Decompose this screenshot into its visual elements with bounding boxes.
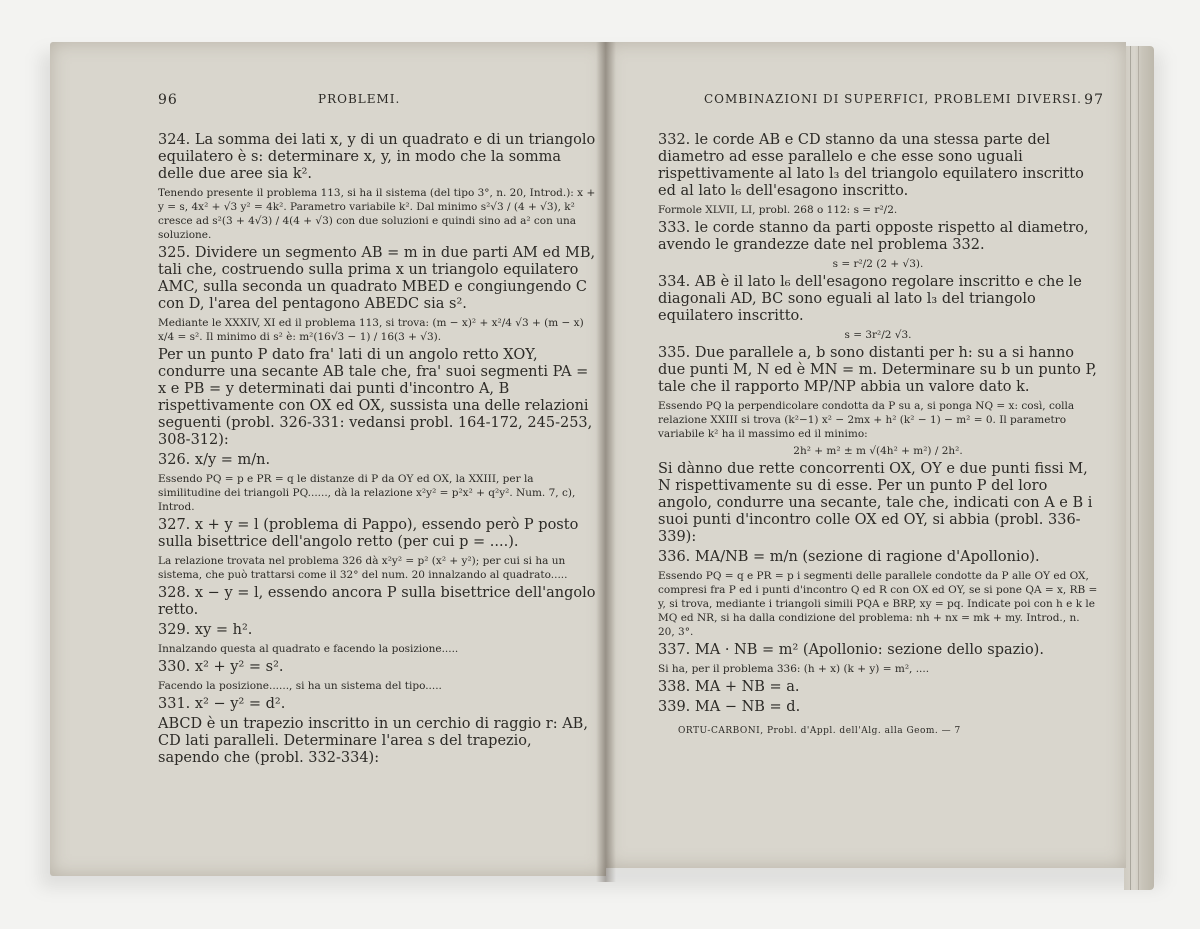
right-page-paragraph: s = r²/2 (2 + √3). [832,258,924,270]
left-page-paragraph: La relazione trovata nel problema 326 dà x²y² = p² (x² + y²); per cui si ha un sistema, che può trattarsi come il 32° del num. 20 innalzando al quadrato..... [158,555,568,581]
left-page-text [158,132,596,770]
left-running-head [158,92,596,108]
right-page-text [658,132,1098,740]
page-edges [1124,46,1154,890]
right-page-paragraph: 336. MA/NB = m/n (sezione di ragione d'Apollonio). [658,549,1040,565]
left-page-paragraph: Per un punto P dato fra' lati di un angolo retto XOY, condurre una secante AB tale che, fra' suoi segmenti PA = x e PB = y determinati dai punti d'incontro A, B rispettivamente con OX ed OX, sussista una delle relazioni seguenti (probl. 326-331: vedansi probl. 164-172, 245-253, 308-312): [158,347,593,448]
right-page-paragraph: 338. MA + NB = a. [658,679,800,695]
right-page-paragraph: Essendo PQ = q e PR = p i segmenti delle parallele condotte da P alle OY ed OX, compresi fra P ed i punti d'incontro Q ed R con OX ed OY, se si pone QA = x, RB = y, si trova, mediante i triangoli simili PQA e BRP, xy = pq. Indicate poi con h e k le MQ ed NR, si ha dalla condizione del problema: nh + nx = mk + my. Introd., n. 20, 3°. [658,570,1098,638]
left-page-paragraph: 328. x − y = l, essendo ancora P sulla bisettrice dell'angolo retto. [158,585,596,618]
left-page-paragraph: Tenendo presente il problema 113, si ha il sistema (del tipo 3°, n. 20, Introd.): x + y = s, 4x² + √3 y² = 4k². Parametro variabile k². Dal minimo s²√3 / (4 + √3), k² cresce ad s²(3 + 4√3) / 4(4 + √3) con due soluzioni e quindi sino ad a² con una soluzione. [158,187,596,241]
left-page [50,42,606,876]
left-page-paragraph: 326. x/y = m/n. [158,452,271,468]
left-page-paragraph: 330. x² + y² = s². [158,659,284,675]
left-page-paragraph: Innalzando questa al quadrato e facendo la posizione..... [158,643,459,655]
left-page-paragraph: Mediante le XXXIV, XI ed il problema 113, si trova: (m − x)² + x²/4 √3 + (m − x) x/4 = s². Il minimo di s² è: m²(16√3 − 1) / 16(3 + √3). [158,317,584,343]
left-page-paragraph: Essendo PQ = p e PR = q le distanze di P da OY ed OX, la XXIII, per la similitudine dei triangoli PQ......, dà la relazione x²y² = p²x² + q²y². Num. 7, c), Introd. [158,473,576,513]
right-page-paragraph: 334. AB è il lato l₆ dell'esagono regolare inscritto e che le diagonali AD, BC sono eguali al lato l₃ del triangolo equilatero inscritto. [658,274,1082,324]
right-page-paragraph: Si dànno due rette concorrenti OX, OY e due punti fissi M, N rispettivamente su di esse. Per un punto P del loro angolo, condurre una secante, tale che, indicati con A e B i suoi punti d'incontro colle OX ed OY, si abbia (probl. 336-339): [658,461,1093,545]
left-page-paragraph: 331. x² − y² = d². [158,696,286,712]
right-page-number: 97 [1084,92,1104,108]
right-page-paragraph: 337. MA · NB = m² (Apollonio: sezione dello spazio). [658,642,1044,658]
right-page-paragraph: 333. le corde stanno da parti opposte rispetto al diametro, avendo le grandezze date nel problema 332. [658,220,1089,253]
left-running-title: PROBLEMI. [318,92,401,106]
left-page-paragraph: 324. La somma dei lati x, y di un quadrato e di un triangolo equilatero è s: determinare x, y, in modo che la somma delle due aree sia k². [158,132,596,182]
right-page-paragraph: 332. le corde AB e CD stanno da una stessa parte del diametro ad esse parallelo e che esse sono uguali rispettivamente al lato l₃ del triangolo equilatero inscritto ed al lato l₆ dell'esagono inscritto. [658,132,1084,199]
right-page-paragraph: Formole XLVII, LI, probl. 268 o 112: s = r²/2. [658,204,898,216]
right-page-paragraph: Essendo PQ la perpendicolare condotta da P su a, si ponga NQ = x: così, colla relazione XXIII si trova (k²−1) x² − 2mx + h² (k² − 1) − m² = 0. Il parametro variabile k² ha il massimo ed il minimo: [658,400,1075,440]
right-page-paragraph: 339. MA − NB = d. [658,699,801,715]
left-page-paragraph: ABCD è un trapezio inscritto in un cerchio di raggio r: AB, CD lati paralleli. Determinare l'area s del trapezio, sapendo che (probl. 332-334): [158,716,588,766]
right-running-title: COMBINAZIONI DI SUPERFICI, PROBLEMI DIVERSI. [704,92,1082,106]
left-page-paragraph: Facendo la posizione......, si ha un sistema del tipo..... [158,680,442,692]
left-page-paragraph: 329. xy = h². [158,622,253,638]
book-spine [596,42,616,882]
right-page-paragraph: Si ha, per il problema 336: (h + x) (k + y) = m², .... [658,663,930,675]
left-page-number: 96 [158,92,178,108]
signature-footer: ORTU-CARBONI, Probl. d'Appl. dell'Alg. alla Geom. — 7 [678,726,961,736]
right-running-head [704,92,1104,106]
right-page-paragraph: s = 3r²/2 √3. [844,329,912,341]
right-page-paragraph: 335. Due parallele a, b sono distanti per h: su a si hanno due punti M, N ed è MN = m. Determinare su b un punto P, tale che il rapporto MP/NP abbia un valore dato k. [658,345,1097,395]
right-page-paragraph: 2h² + m² ± m √(4h² + m²) / 2h². [793,445,963,457]
left-page-paragraph: 327. x + y = l (problema di Pappo), essendo però P posto sulla bisettrice dell'angolo retto (per cui p = ....). [158,517,579,550]
left-page-paragraph: 325. Dividere un segmento AB = m in due parti AM ed MB, tali che, costruendo sulla prima x un triangolo equilatero AMC, sulla seconda un quadrato MBED e congiungendo C con D, l'area del pentagono ABEDC sia s². [158,245,596,312]
right-page [606,42,1126,868]
